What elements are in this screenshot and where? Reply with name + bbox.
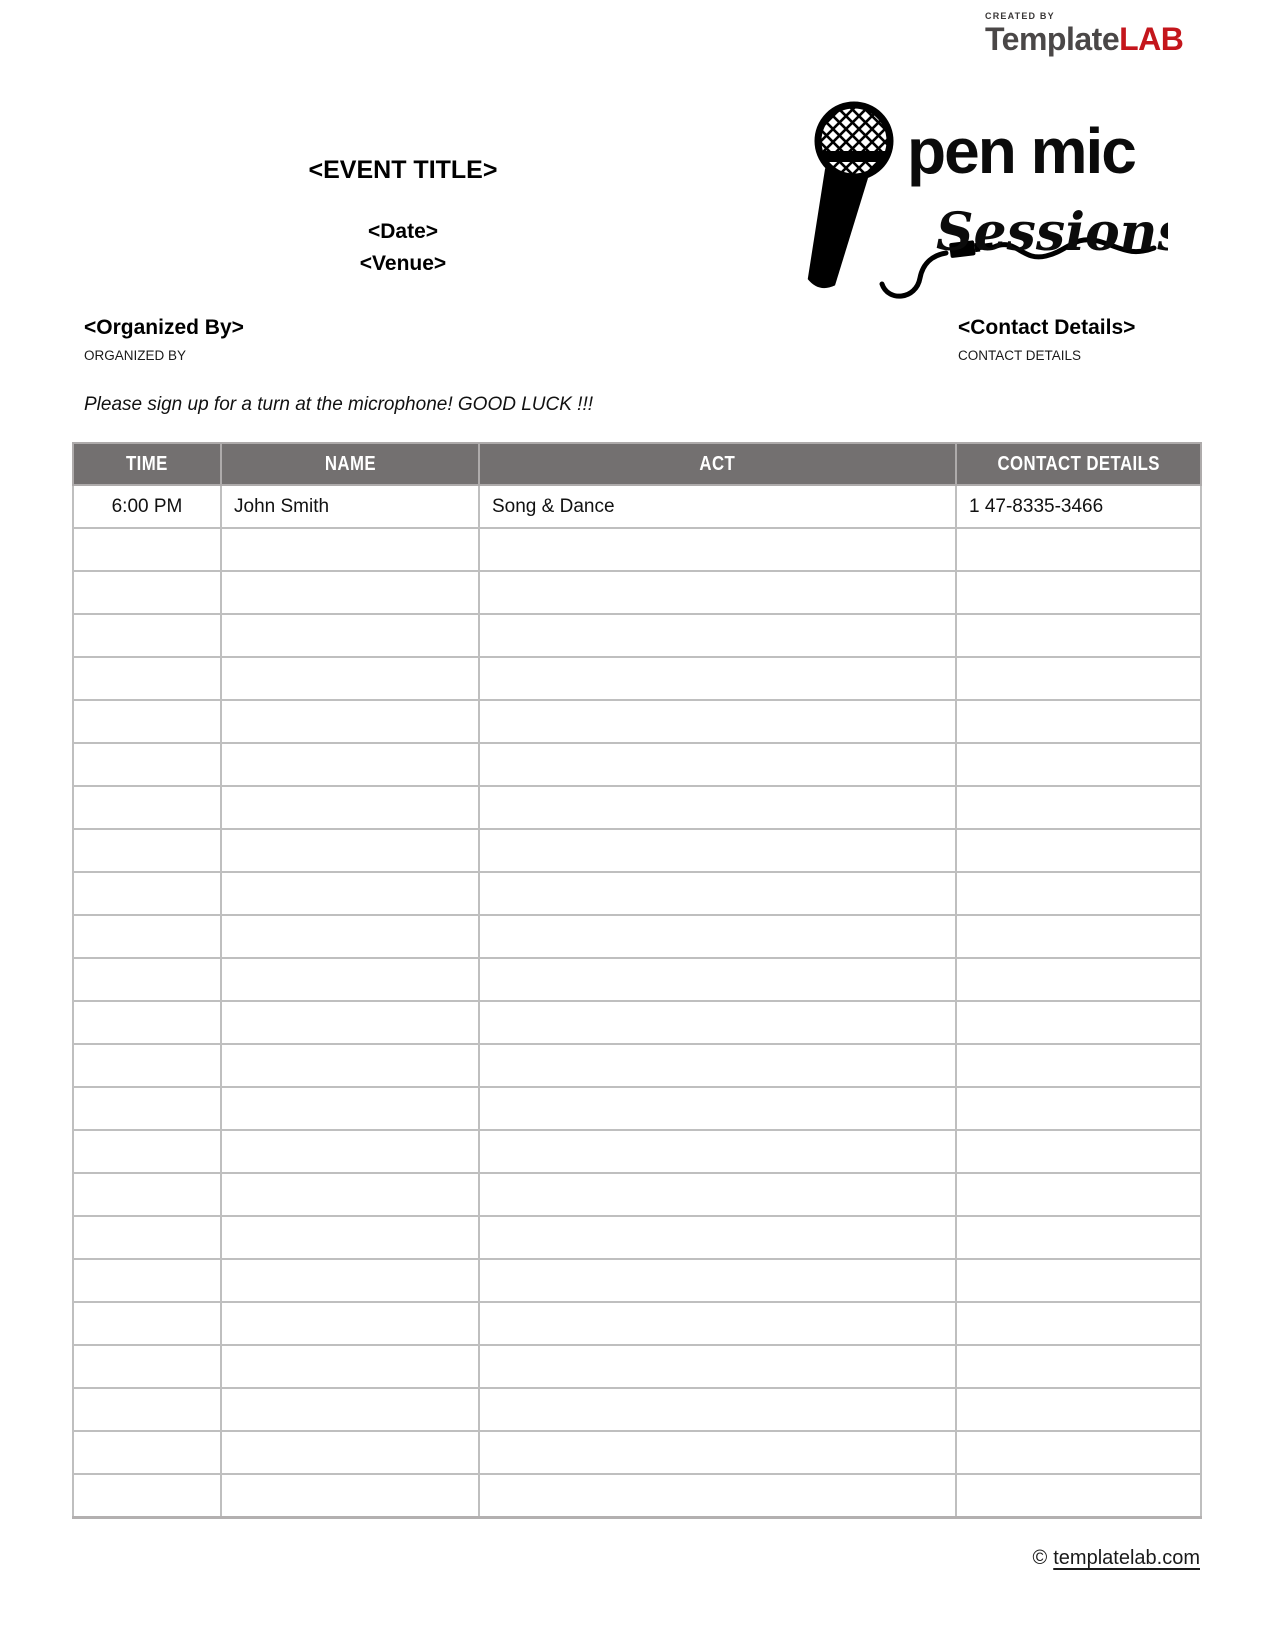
table-cell-empty — [221, 1388, 479, 1431]
created-by-label: CREATED BY — [985, 11, 1055, 21]
table-row — [73, 485, 1201, 528]
table-row-empty — [73, 528, 1201, 571]
table-cell-empty — [956, 872, 1201, 915]
table-row-empty — [73, 1259, 1201, 1302]
signup-table — [72, 442, 1202, 1519]
table-cell-empty — [221, 571, 479, 614]
table-cell-empty — [956, 1130, 1201, 1173]
table-cell-empty — [221, 1474, 479, 1518]
table-cell-empty — [956, 1431, 1201, 1474]
header-label-act: ACT — [699, 452, 736, 475]
table-cell-empty — [479, 700, 956, 743]
table-cell-empty — [479, 614, 956, 657]
table-cell-empty — [479, 1388, 956, 1431]
table-cell-empty — [479, 571, 956, 614]
brand-name — [985, 23, 1183, 55]
table-cell-empty — [956, 614, 1201, 657]
table-cell-empty — [73, 571, 221, 614]
table-cell-empty — [479, 829, 956, 872]
table-cell-empty — [479, 1302, 956, 1345]
table-cell-empty — [73, 1130, 221, 1173]
table-cell-empty — [73, 700, 221, 743]
table-row-empty — [73, 700, 1201, 743]
signup-table-body — [73, 485, 1201, 1518]
table-cell-empty — [479, 528, 956, 571]
table-cell-empty — [73, 1345, 221, 1388]
contact-details-placeholder: <Contact Details> — [958, 316, 1136, 339]
table-cell-empty — [956, 743, 1201, 786]
table-cell-empty — [221, 743, 479, 786]
table-cell-empty — [956, 1087, 1201, 1130]
table-cell-empty — [73, 1087, 221, 1130]
table-cell-empty — [221, 1431, 479, 1474]
table-row-empty — [73, 829, 1201, 872]
table-row-empty — [73, 958, 1201, 1001]
table-cell-empty — [73, 528, 221, 571]
table-cell-empty — [479, 657, 956, 700]
table-cell-empty — [221, 1044, 479, 1087]
table-cell-empty — [221, 958, 479, 1001]
table-cell-empty — [479, 1044, 956, 1087]
table-cell-empty — [221, 872, 479, 915]
table-row-empty — [73, 1173, 1201, 1216]
logo-word-sessions: Sessions — [936, 202, 1168, 263]
table-cell-empty — [221, 915, 479, 958]
table-cell-empty — [73, 872, 221, 915]
brand-name-accent: LAB — [1119, 21, 1184, 57]
table-cell-empty — [956, 1302, 1201, 1345]
table-cell-empty — [221, 1087, 479, 1130]
table-row-empty — [73, 1302, 1201, 1345]
table-cell-empty — [73, 1474, 221, 1518]
table-cell-empty — [73, 1431, 221, 1474]
table-cell-empty — [956, 958, 1201, 1001]
table-cell-empty — [956, 1001, 1201, 1044]
brand-name-main: Template — [985, 21, 1120, 57]
table-cell-empty — [221, 786, 479, 829]
table-cell-empty — [479, 958, 956, 1001]
templatelab-logo — [985, 12, 1183, 55]
table-cell-empty — [479, 1345, 956, 1388]
table-cell-empty — [221, 1345, 479, 1388]
table-cell-empty — [479, 1087, 956, 1130]
event-title-placeholder: <EVENT TITLE> — [308, 156, 498, 184]
templatelab-footer-link[interactable]: templatelab.com — [1053, 1547, 1200, 1569]
table-cell-empty — [221, 1130, 479, 1173]
table-cell-empty — [479, 1130, 956, 1173]
header-label-contact: CONTACT DETAILS — [997, 452, 1160, 475]
table-cell: Song & Dance — [479, 485, 956, 528]
logo-word-open-mic: pen mic — [907, 115, 1135, 187]
table-row-empty — [73, 571, 1201, 614]
table-cell-empty — [73, 958, 221, 1001]
table-cell: John Smith — [221, 485, 479, 528]
organized-by-placeholder: <Organized By> — [84, 316, 244, 339]
contact-details-value: CONTACT DETAILS — [958, 348, 1082, 363]
open-mic-sessions-logo — [768, 90, 1168, 302]
table-cell-empty — [479, 1173, 956, 1216]
table-cell-empty — [221, 528, 479, 571]
table-cell-empty — [956, 1259, 1201, 1302]
event-venue-placeholder: <Venue> — [359, 252, 447, 275]
table-cell-empty — [73, 1259, 221, 1302]
table-row-empty — [73, 872, 1201, 915]
table-cell-empty — [479, 1001, 956, 1044]
table-row-empty — [73, 614, 1201, 657]
table-row-empty — [73, 1474, 1201, 1518]
table-row-empty — [73, 786, 1201, 829]
table-cell-empty — [479, 1259, 956, 1302]
table-cell-empty — [221, 1001, 479, 1044]
header-cell-contact — [956, 443, 1201, 485]
table-cell-empty — [221, 1216, 479, 1259]
table-cell-empty — [479, 1474, 956, 1518]
table-cell-empty — [73, 1216, 221, 1259]
table-cell-empty — [956, 786, 1201, 829]
table-cell-empty — [956, 700, 1201, 743]
table-header-row — [73, 443, 1201, 485]
table-row-empty — [73, 1001, 1201, 1044]
table-cell-empty — [956, 1216, 1201, 1259]
table-cell-empty — [73, 1173, 221, 1216]
table-row-empty — [73, 1216, 1201, 1259]
table-cell-empty — [479, 1431, 956, 1474]
table-cell-empty — [479, 872, 956, 915]
copyright-symbol: © — [1032, 1547, 1048, 1569]
table-cell-empty — [479, 915, 956, 958]
table-cell: 1 47-8335-3466 — [956, 485, 1201, 528]
table-cell-empty — [221, 1259, 479, 1302]
table-cell-empty — [479, 743, 956, 786]
table-cell-empty — [956, 571, 1201, 614]
table-cell-empty — [73, 786, 221, 829]
microphone-icon — [768, 90, 1168, 302]
table-cell-empty — [956, 1173, 1201, 1216]
organized-by-value: ORGANIZED BY — [84, 348, 187, 363]
table-cell-empty — [221, 1173, 479, 1216]
table-row-empty — [73, 743, 1201, 786]
table-cell-empty — [73, 614, 221, 657]
table-cell-empty — [956, 1474, 1201, 1518]
table-cell-empty — [73, 743, 221, 786]
table-cell-empty — [956, 528, 1201, 571]
event-date-placeholder: <Date> — [367, 220, 439, 243]
table-cell-empty — [221, 657, 479, 700]
table-cell: 6:00 PM — [73, 485, 221, 528]
table-cell-empty — [221, 1302, 479, 1345]
table-row-empty — [73, 915, 1201, 958]
table-row-empty — [73, 657, 1201, 700]
table-cell-empty — [956, 1345, 1201, 1388]
table-cell-empty — [479, 786, 956, 829]
table-cell-empty — [73, 1302, 221, 1345]
table-cell-empty — [73, 1388, 221, 1431]
table-cell-empty — [73, 1001, 221, 1044]
signup-table-header — [73, 443, 1201, 485]
signup-instruction: Please sign up for a turn at the microphone! GOOD LUCK !!! — [84, 394, 594, 415]
table-row-empty — [73, 1087, 1201, 1130]
table-row-empty — [73, 1345, 1201, 1388]
page-footer — [72, 1547, 1200, 1570]
table-cell-empty — [956, 1388, 1201, 1431]
table-cell-empty — [73, 915, 221, 958]
table-cell-empty — [956, 915, 1201, 958]
header-label-time: TIME — [126, 452, 168, 475]
header-label-name: NAME — [324, 452, 376, 475]
table-row-empty — [73, 1044, 1201, 1087]
table-row-empty — [73, 1388, 1201, 1431]
table-cell-empty — [956, 657, 1201, 700]
table-cell-empty — [73, 1044, 221, 1087]
table-cell-empty — [73, 657, 221, 700]
table-cell-empty — [479, 1216, 956, 1259]
table-cell-empty — [73, 829, 221, 872]
table-cell-empty — [221, 700, 479, 743]
table-row-empty — [73, 1431, 1201, 1474]
table-cell-empty — [221, 829, 479, 872]
table-cell-empty — [956, 829, 1201, 872]
table-cell-empty — [221, 614, 479, 657]
table-row-empty — [73, 1130, 1201, 1173]
header-cell-time — [73, 443, 221, 485]
header-cell-name — [221, 443, 479, 485]
table-cell-empty — [956, 1044, 1201, 1087]
header-cell-act — [479, 443, 956, 485]
